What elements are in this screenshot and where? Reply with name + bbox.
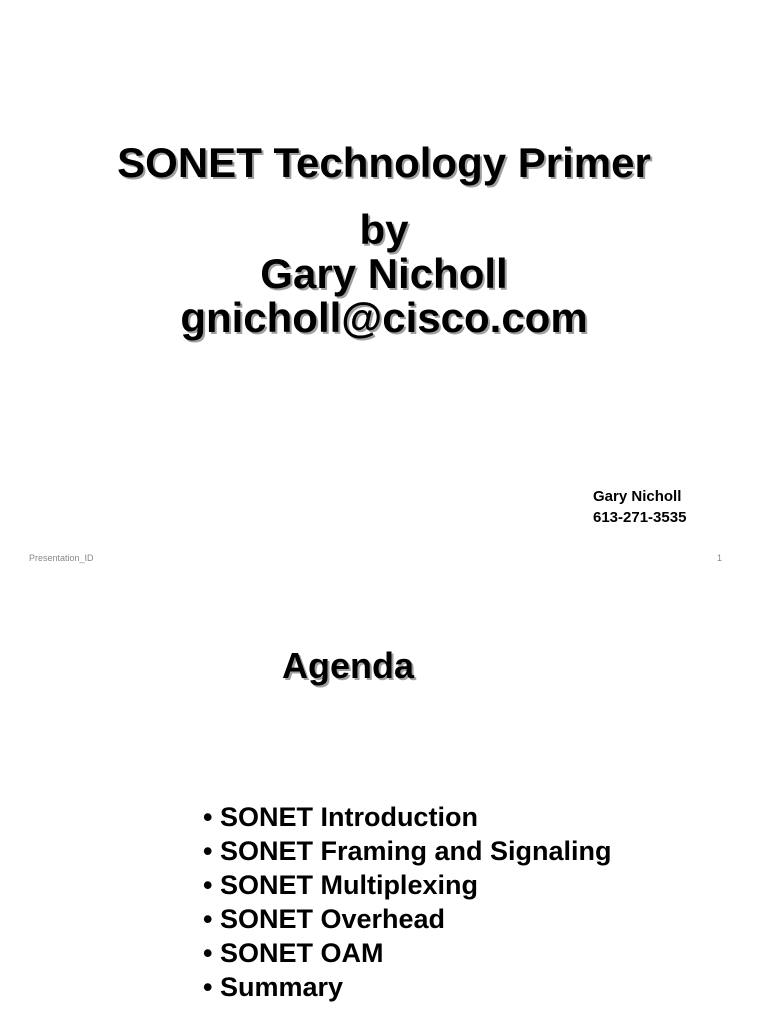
agenda-item: • SONET Multiplexing xyxy=(203,870,478,900)
slide-agenda xyxy=(0,576,768,1024)
agenda-item: • SONET OAM xyxy=(203,938,384,968)
agenda-item: • SONET Overhead xyxy=(203,904,446,934)
agenda-list xyxy=(203,800,611,1004)
slide-title-line: SONET Technology Primer xyxy=(117,139,651,186)
agenda-item: • Summary xyxy=(203,972,344,1002)
contact-name: Gary Nicholl xyxy=(593,488,682,505)
author-email-heading: gnicholl@cisco.com xyxy=(180,294,588,341)
agenda-item: • SONET Introduction xyxy=(203,802,478,832)
presentation-id-footer: Presentation_ID xyxy=(29,553,94,563)
agenda-item: • SONET Framing and Signaling xyxy=(203,836,612,866)
contact-block xyxy=(593,486,686,528)
page-number: 1 xyxy=(716,553,722,563)
slide-byline: by xyxy=(359,206,409,253)
agenda-title: Agenda xyxy=(281,645,414,686)
author-name-heading: Gary Nicholl xyxy=(260,250,508,297)
contact-phone: 613-271-3535 xyxy=(593,509,687,526)
